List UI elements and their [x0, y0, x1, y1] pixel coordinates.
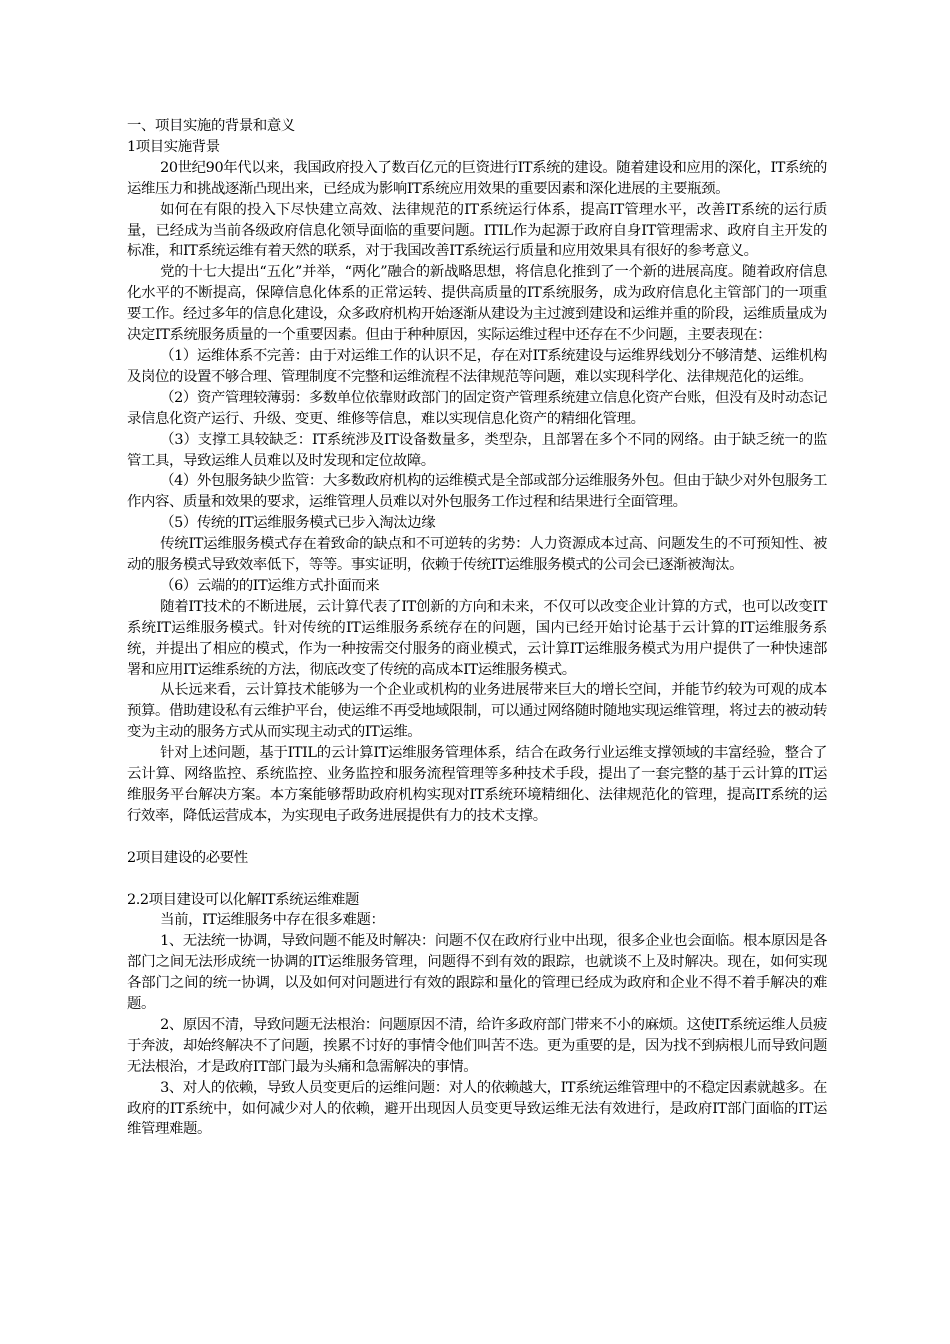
list-item: （3）支撑工具较缺乏：IT系统涉及IT设备数量多，类型杂，且部署在多个不同的网络。由于缺乏统一的监管工具，导致运维人员难以及时发现和定位故障。	[127, 431, 827, 469]
list-item: （1）运维体系不完善：由于对运维工作的认识不足，存在对IT系统建设与运维界线划分不够清楚、运维机构及岗位的设置不够合理、管理制度不完整和运维流程不法律规范等问题，难以实现科学化、法律规范化的运维。	[127, 347, 827, 385]
spacer	[127, 827, 827, 848]
section-heading: 2项目建设的必要性	[127, 849, 248, 866]
paragraph: 当前，IT运维服务中存在很多难题：	[160, 912, 385, 929]
document-page	[127, 116, 827, 1140]
paragraph: 针对上述问题，基于ITIL的云计算IT运维服务管理体系，结合在政务行业运维支撑领域的丰富经验，整合了云计算、网络监控、系统监控、业务监控和服务流程管理等多种技术手段，提出了一套完整的基于云计算的IT运维服务平台解决方案。本方案能够帮助政府机构实现对IT系统环境精细化、法律规范化的管理，提高IT系统的运行效率，降低运营成本，为实现电子政务进展提供有力的技术支撑。	[127, 745, 827, 824]
paragraph: 如何在有限的投入下尽快建立高效、法律规范的IT系统运行体系，提高IT管理水平，改善IT系统的运行质量，已经成为当前各级政府信息化领导面临的重要问题。ITIL作为起源于政府自身IT管理需求、政府自主开发的标准，和IT系统运维有着天然的联系，对于我国改善IT系统运行质量和应用效果具有很好的参考意义。	[127, 201, 827, 260]
spacer	[127, 869, 827, 890]
list-item: （4）外包服务缺少监管：大多数政府机构的运维模式是全部或部分运维服务外包。但由于缺少对外包服务工作内容、质量和效果的要求，运维管理人员难以对外包服务工作过程和结果进行全面管理。	[127, 473, 827, 511]
subsection-heading: 1项目实施背景	[127, 138, 220, 155]
paragraph: 20世纪90年代以来，我国政府投入了数百亿元的巨资进行IT系统的建设。随着建设和应用的深化，IT系统的运维压力和挑战逐渐凸现出来，已经成为影响IT系统应用效果的重要因素和深化进展的主要瓶颈。	[127, 159, 827, 197]
paragraph: 3、对人的依赖，导致人员变更后的运维问题：对人的依赖越大，IT系统运维管理中的不稳定因素就越多。在政府的IT系统中，如何减少对人的依赖，避开出现因人员变更导致运维无法有效进行，是政府IT部门面临的IT运维管理难题。	[127, 1079, 827, 1138]
list-item: （5）传统的IT运维服务模式已步入淘汰边缘	[160, 515, 436, 532]
paragraph: 传统IT运维服务模式存在着致命的缺点和不可逆转的劣势：人力资源成本过高、问题发生的不可预知性、被动的服务模式导致效率低下，等等。事实证明，依赖于传统IT运维服务模式的公司会已逐渐被淘汰。	[127, 536, 827, 574]
section-heading: 一、项目实施的背景和意义	[127, 118, 295, 134]
paragraph: 从长远来看，云计算技术能够为一个企业或机构的业务进展带来巨大的增长空间，并能节约较为可观的成本预算。借助建设私有云维护平台，使运维不再受地域限制，可以通过网络随时随地实现运维管理，将过去的被动转变为主动的服务方式从而实现主动式的IT运维。	[127, 682, 827, 741]
subsection-heading: 2.2项目建设可以化解IT系统运维难题	[127, 891, 360, 908]
paragraph: 党的十七大提出“五化”并举，“两化”融合的新战略思想，将信息化推到了一个新的进展高度。随着政府信息化水平的不断提高，保障信息化体系的正常运转、提供高质量的IT系统服务，成为政府信息化主管部门的一项重要工作。经过多年的信息化建设，众多政府机构开始逐渐从建设为主过渡到建设和运维并重的阶段，运维质量成为决定IT系统服务质量的一个重要因素。但由于种种原因，实际运维过程中还存在不少问题，主要表现在：	[127, 264, 827, 344]
paragraph: 随着IT技术的不断进展，云计算代表了IT创新的方向和未来，不仅可以改变企业计算的方式，也可以改变IT系统IT运维服务模式。针对传统的IT运维服务系统存在的问题，国内已经开始讨论基于云计算的IT运维服务系统，并提出了相应的模式，作为一种按需交付服务的商业模式，云计算IT运维服务模式为用户提供了一种快速部署和应用IT运维系统的方法，彻底改变了传统的高成本IT运维服务模式。	[127, 598, 827, 678]
paragraph: 2、原因不清，导致问题无法根治：问题原因不清，给许多政府部门带来不小的麻烦。这使IT系统运维人员疲于奔波，却始终解决不了问题，挨累不讨好的事情令他们叫苦不迭。更为重要的是，因为找不到病根儿而导致问题无法根治，才是政府IT部门最为头痛和急需解决的事情。	[127, 1016, 827, 1075]
list-item: （2）资产管理较薄弱：多数单位依靠财政部门的固定资产管理系统建立信息化资产台账，但没有及时动态记录信息化资产运行、升级、变更、维修等信息，难以实现信息化资产的精细化管理。	[127, 389, 827, 427]
list-item: （6）云端的的IT运维方式扑面而来	[160, 577, 380, 594]
paragraph: 1、无法统一协调，导致问题不能及时解决：问题不仅在政府行业中出现，很多企业也会面临。根本原因是各部门之间无法形成统一协调的IT运维服务管理，问题得不到有效的跟踪，也就谈不上及时解决。现在，如何实现各部门之间的统一协调，以及如何对问题进行有效的跟踪和量化的管理已经成为政府和企业不得不着手解决的难题。	[127, 933, 827, 1013]
